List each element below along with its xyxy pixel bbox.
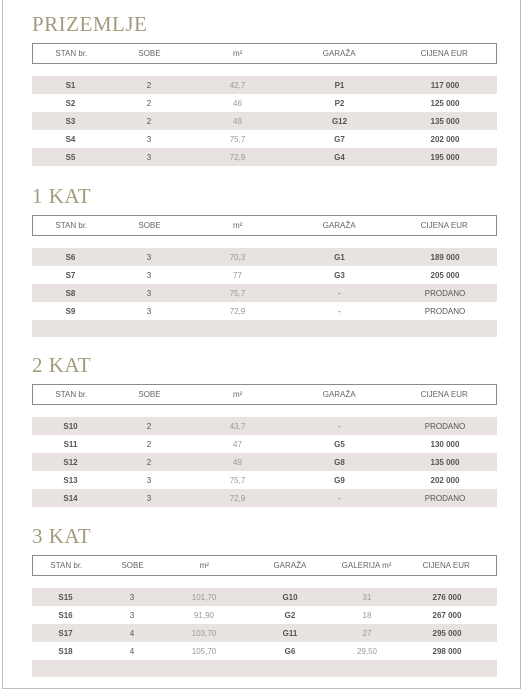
cell-sobe: 2 [146, 98, 152, 108]
cell-area: 43,7 [229, 421, 246, 431]
header-stan: STAN br. [55, 49, 88, 58]
table-row [32, 248, 497, 266]
cell-stan: S14 [63, 493, 78, 503]
table-row [32, 148, 497, 166]
section-title: PRIZEMLJE [32, 12, 148, 36]
table-row [32, 606, 497, 624]
header-cijena: CIJENA EUR [420, 49, 468, 58]
cell-cijena: 117 000 [430, 80, 460, 90]
cell-stan: S18 [58, 646, 73, 656]
cell-cijena: 195 000 [430, 152, 460, 162]
cell-sobe: 3 [129, 592, 135, 602]
cell-area: 72,9 [229, 493, 246, 503]
header-cijena: CIJENA EUR [420, 390, 468, 399]
header-area: m² [232, 390, 243, 399]
cell-cijena: 202 000 [430, 134, 460, 144]
cell-cijena: 135 000 [430, 457, 460, 467]
cell-stan: S8 [65, 288, 76, 298]
cell-sobe: 3 [146, 270, 152, 280]
table-header [32, 215, 497, 236]
cell-area: 75,7 [229, 475, 246, 485]
cell-sobe: 3 [146, 493, 152, 503]
section-title: 2 KAT [32, 353, 92, 377]
section-1-kat [32, 184, 497, 337]
cell-garaza: G1 [334, 252, 345, 262]
cell-area: 75,7 [229, 288, 246, 298]
cell-garaza: - [338, 306, 341, 316]
header-area: m² [199, 561, 209, 570]
cell-sobe: 2 [146, 116, 152, 126]
cell-garaza: - [338, 493, 341, 503]
cell-garaza: - [338, 288, 341, 298]
table-row [32, 130, 497, 148]
table-header [32, 43, 497, 64]
cell-stan: S7 [65, 270, 76, 280]
cell-sobe: 4 [129, 628, 135, 638]
cell-garaza: G8 [334, 457, 345, 467]
cell-cijena: 267 000 [432, 610, 462, 620]
cell-cijena: PRODANO [424, 493, 466, 503]
table-row [32, 588, 497, 606]
header-garaza: GARAŽA [273, 561, 307, 570]
cell-sobe: 3 [146, 134, 152, 144]
cell-garaza: - [338, 421, 341, 431]
cell-sobe: 3 [146, 306, 152, 316]
cell-stan: S9 [65, 306, 76, 316]
cell-cijena: PRODANO [424, 421, 466, 431]
cell-garaza: G11 [282, 628, 298, 638]
table-row [32, 435, 497, 453]
cell-garaza: G6 [284, 646, 296, 656]
table-row [32, 284, 497, 302]
cell-area: 75,7 [229, 134, 246, 144]
section-3-kat [32, 524, 497, 677]
empty-row [32, 320, 497, 337]
cell-galerija: 27 [362, 628, 372, 638]
cell-cijena: PRODANO [424, 306, 466, 316]
table-row [32, 471, 497, 489]
cell-area: 72,9 [229, 306, 246, 316]
header-sobe: SOBE [121, 561, 144, 570]
cell-galerija: 29,50 [356, 646, 378, 656]
cell-area: 47 [233, 439, 242, 449]
cell-garaza: G12 [331, 116, 348, 126]
cell-cijena: 295 000 [432, 628, 462, 638]
header-stan: STAN br. [55, 390, 88, 399]
cell-cijena: 202 000 [430, 475, 460, 485]
header-area: m² [232, 221, 243, 230]
cell-sobe: 2 [146, 457, 152, 467]
cell-area: 77 [233, 270, 242, 280]
cell-sobe: 3 [146, 152, 152, 162]
table-row [32, 302, 497, 320]
header-cijena: CIJENA EUR [420, 221, 468, 230]
cell-sobe: 3 [146, 475, 152, 485]
table-row [32, 624, 497, 642]
cell-galerija: 31 [362, 592, 372, 602]
cell-cijena: 130 000 [430, 439, 460, 449]
cell-stan: S16 [58, 610, 73, 620]
cell-stan: S1 [65, 80, 76, 90]
cell-stan: S15 [58, 592, 73, 602]
section-title: 1 KAT [32, 184, 92, 208]
cell-sobe: 3 [146, 252, 152, 262]
cell-stan: S6 [65, 252, 76, 262]
table-header [32, 555, 497, 576]
cell-area: 49 [233, 116, 242, 126]
cell-area: 101,70 [191, 592, 217, 602]
cell-area: 70,3 [229, 252, 246, 262]
cell-sobe: 4 [129, 646, 135, 656]
cell-area: 46 [233, 98, 242, 108]
cell-area: 105,70 [191, 646, 217, 656]
empty-row [32, 660, 497, 677]
cell-stan: S4 [65, 134, 76, 144]
cell-stan: S10 [63, 421, 78, 431]
cell-garaza: P1 [334, 80, 345, 90]
section-2-kat [32, 353, 497, 507]
cell-stan: S12 [63, 457, 78, 467]
cell-garaza: G9 [334, 475, 345, 485]
cell-area: 42,7 [229, 80, 246, 90]
cell-sobe: 3 [129, 610, 135, 620]
cell-area: 91,90 [193, 610, 215, 620]
header-stan: STAN br. [55, 221, 88, 230]
cell-cijena: 189 000 [430, 252, 460, 262]
cell-sobe: 2 [146, 439, 152, 449]
cell-stan: S2 [65, 98, 76, 108]
table-row [32, 489, 497, 507]
cell-stan: S3 [65, 116, 76, 126]
header-sobe: SOBE [138, 221, 161, 230]
cell-area: 49 [233, 457, 242, 467]
cell-garaza: P2 [334, 98, 345, 108]
table-row [32, 453, 497, 471]
header-galerija: GALERIJA m² [341, 561, 392, 570]
header-area: m² [232, 49, 243, 58]
cell-garaza: G3 [334, 270, 345, 280]
cell-stan: S17 [58, 628, 73, 638]
cell-stan: S13 [63, 475, 78, 485]
cell-stan: S11 [63, 439, 78, 449]
cell-garaza: G10 [282, 592, 298, 602]
table-row [32, 266, 497, 284]
cell-galerija: 18 [362, 610, 372, 620]
cell-garaza: G2 [284, 610, 296, 620]
table-row [32, 94, 497, 112]
header-sobe: SOBE [138, 390, 161, 399]
section-title: 3 KAT [32, 524, 92, 548]
table-header [32, 384, 497, 405]
header-stan: STAN br. [50, 561, 83, 570]
cell-cijena: 125 000 [430, 98, 460, 108]
cell-cijena: 135 000 [430, 116, 460, 126]
cell-area: 103,70 [191, 628, 217, 638]
header-cijena: CIJENA EUR [422, 561, 470, 570]
cell-sobe: 2 [146, 80, 152, 90]
cell-area: 72,9 [229, 152, 246, 162]
header-garaza: GARAŽA [322, 221, 356, 230]
header-garaza: GARAŽA [322, 390, 356, 399]
cell-sobe: 3 [146, 288, 152, 298]
header-sobe: SOBE [138, 49, 161, 58]
cell-cijena: PRODANO [424, 288, 466, 298]
cell-stan: S5 [65, 152, 76, 162]
cell-cijena: 205 000 [430, 270, 460, 280]
cell-garaza: G4 [334, 152, 345, 162]
cell-garaza: G5 [334, 439, 345, 449]
cell-garaza: G7 [334, 134, 345, 144]
cell-cijena: 298 000 [432, 646, 462, 656]
table-row [32, 112, 497, 130]
table-row [32, 642, 497, 660]
cell-sobe: 2 [146, 421, 152, 431]
table-row [32, 76, 497, 94]
header-garaza: GARAŽA [322, 49, 356, 58]
section-prizemlje [32, 12, 497, 166]
cell-cijena: 276 000 [432, 592, 462, 602]
table-row [32, 417, 497, 435]
